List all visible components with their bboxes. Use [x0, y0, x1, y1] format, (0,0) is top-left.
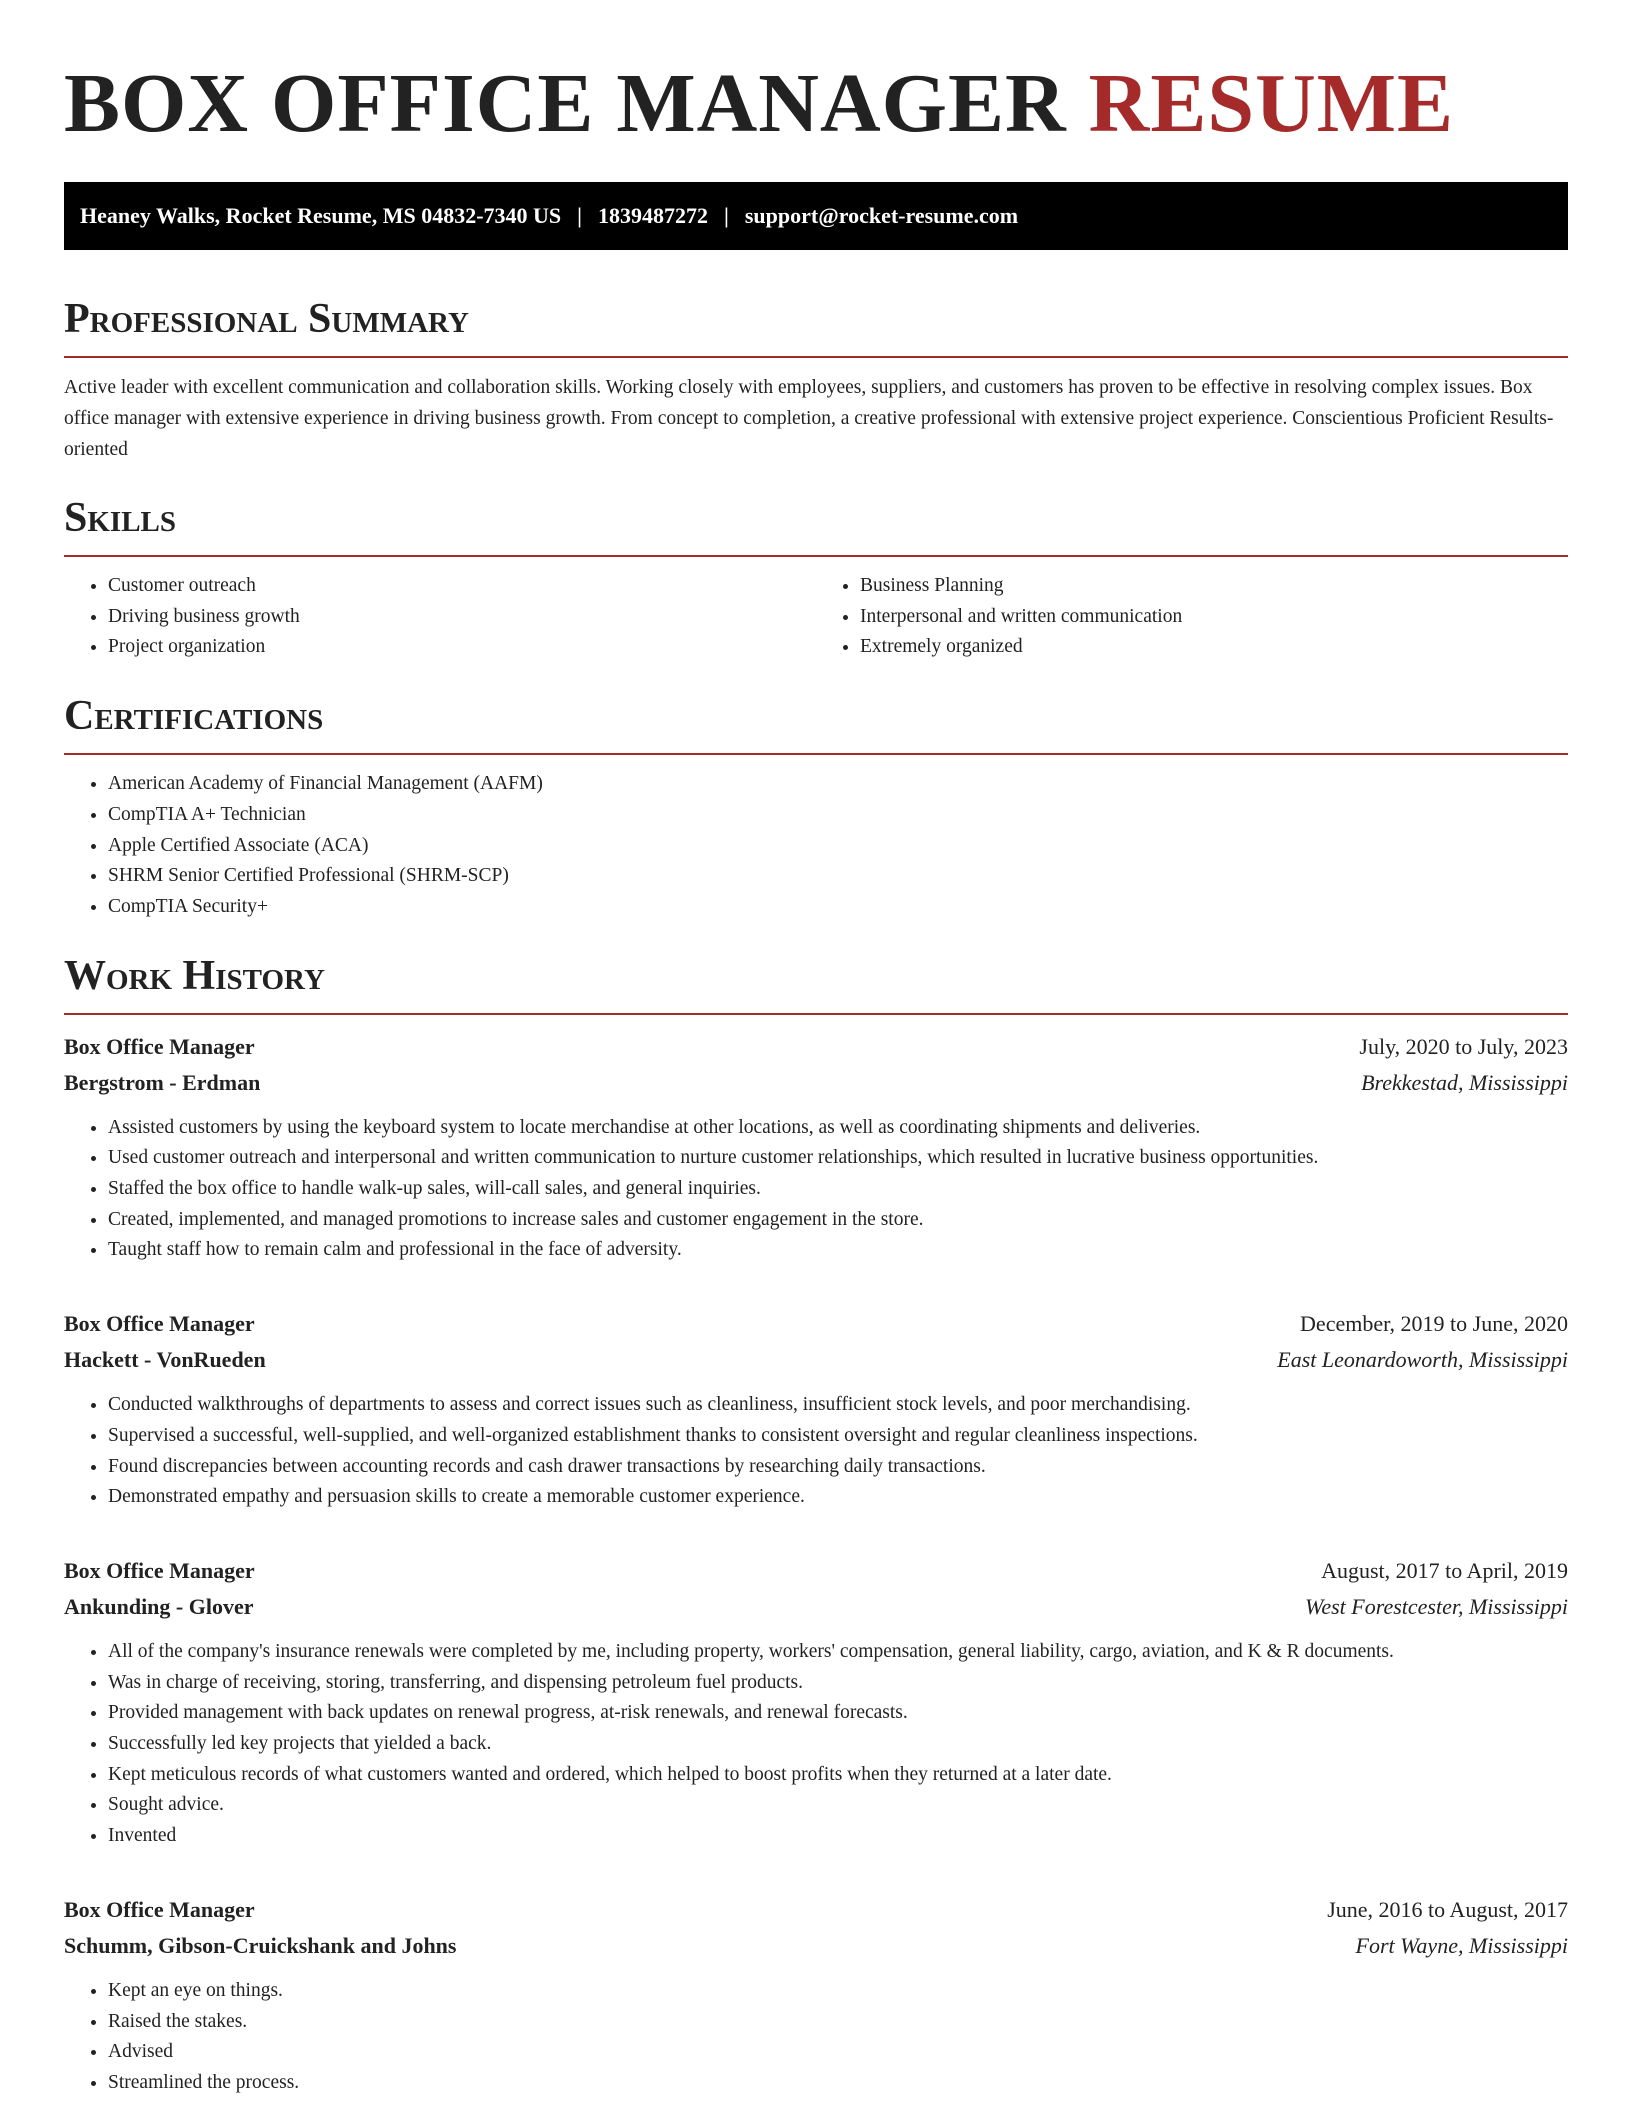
- job-location: Fort Wayne, Mississippi: [1355, 1932, 1568, 1958]
- job-bullets: [64, 1390, 1568, 1513]
- job-bullets: [64, 1637, 1568, 1852]
- job-bullet: • Advised: [108, 2037, 1568, 2068]
- skill-item: • Project organization: [108, 632, 816, 663]
- skills-list-left: [64, 571, 816, 663]
- skills-section: [64, 493, 1568, 663]
- job-company-row: [64, 1342, 1568, 1378]
- job-bullet: • All of the company's insurance renewals were completed by me, including property, workers' compensation, general liability, cargo, aviation, and K & R documents.: [108, 1637, 1568, 1668]
- job-bullets: [64, 1113, 1568, 1267]
- contact-separator: |: [577, 203, 583, 228]
- job-company: Hackett - VonRueden: [64, 1347, 266, 1373]
- job-header-row: [64, 1892, 1568, 1928]
- job-dates: July, 2020 to July, 2023: [1359, 1033, 1568, 1059]
- certification-item: • CompTIA Security+: [108, 892, 1568, 923]
- job-dates: August, 2017 to April, 2019: [1321, 1557, 1568, 1583]
- job-bullet: • Created, implemented, and managed promotions to increase sales and customer engagement in the store.: [108, 1205, 1568, 1236]
- job-bullet: • Conducted walkthroughs of departments to assess and correct issues such as cleanliness, insufficient stock levels, and poor merchandising.: [108, 1390, 1568, 1421]
- certifications-list: [64, 769, 1568, 923]
- job-bullet: • Sought advice.: [108, 1790, 1568, 1821]
- job-bullet: • Supervised a successful, well-supplied, and well-organized establishment thanks to consistent oversight and regular cleanliness inspections.: [108, 1421, 1568, 1452]
- certification-item: • Apple Certified Associate (ACA): [108, 831, 1568, 862]
- job-entry: [64, 1892, 1568, 2099]
- section-heading-certifications: Certifications: [64, 691, 1568, 755]
- job-company: Bergstrom - Erdman: [64, 1069, 261, 1095]
- skill-item: • Extremely organized: [860, 632, 1568, 663]
- job-location: West Forestcester, Mississippi: [1305, 1593, 1568, 1619]
- job-bullet: • Staffed the box office to handle walk-up sales, will-call sales, and general inquiries.: [108, 1174, 1568, 1205]
- contact-phone: 1839487272: [598, 203, 709, 228]
- job-title: Box Office Manager: [64, 1896, 255, 1922]
- job-header-row: [64, 1553, 1568, 1589]
- title-accent: RESUME: [1088, 57, 1455, 150]
- job-bullet: • Successfully led key projects that yielded a back.: [108, 1729, 1568, 1760]
- job-dates: December, 2019 to June, 2020: [1300, 1311, 1568, 1337]
- job-entry: [64, 1306, 1568, 1513]
- job-bullet: • Kept an eye on things.: [108, 1976, 1568, 2007]
- job-company-row: [64, 1928, 1568, 1964]
- job-bullet: • Taught staff how to remain calm and professional in the face of adversity.: [108, 1235, 1568, 1266]
- section-heading-work-history: Work History: [64, 951, 1568, 1015]
- certifications-section: [64, 691, 1568, 923]
- job-entry: [64, 1553, 1568, 1852]
- job-bullet: • Used customer outreach and interpersonal and written communication to nurture customer relationships, which resulted in lucrative business opportunities.: [108, 1143, 1568, 1174]
- section-heading-summary: Professional Summary: [64, 294, 1568, 358]
- skills-grid: [64, 571, 1568, 663]
- contact-bar: [64, 182, 1568, 250]
- skill-item: • Driving business growth: [108, 602, 816, 633]
- job-dates: June, 2016 to August, 2017: [1327, 1896, 1568, 1922]
- job-entry: [64, 1029, 1568, 1267]
- skill-item: • Customer outreach: [108, 571, 816, 602]
- job-header-row: [64, 1029, 1568, 1065]
- skill-item: • Business Planning: [860, 571, 1568, 602]
- work-history-section: [64, 951, 1568, 2099]
- job-bullet: • Was in charge of receiving, storing, transferring, and dispensing petroleum fuel products.: [108, 1668, 1568, 1699]
- skills-list-right: [816, 571, 1568, 663]
- contact-email: support@rocket-resume.com: [744, 203, 1019, 228]
- job-company: Ankunding - Glover: [64, 1593, 254, 1619]
- job-title: Box Office Manager: [64, 1311, 255, 1337]
- summary-text: Active leader with excellent communication and collaboration skills. Working closely with employees, suppliers, and customers has proven to be effective in resolving complex issues. Box office manager with extensive experience in driving business growth. From concept to completion, a creative professional with extensive project experience. Conscientious Proficient Results-oriented: [64, 377, 1554, 460]
- job-bullet: • Streamlined the process.: [108, 2068, 1568, 2099]
- certification-item: • American Academy of Financial Management (AAFM): [108, 769, 1568, 800]
- professional-summary-section: [64, 294, 1568, 465]
- job-company-row: [64, 1065, 1568, 1101]
- job-location: East Leonardoworth, Mississippi: [1277, 1347, 1568, 1373]
- job-bullet: • Found discrepancies between accounting records and cash drawer transactions by researching daily transactions.: [108, 1452, 1568, 1483]
- job-header-row: [64, 1306, 1568, 1342]
- job-company: Schumm, Gibson-Cruickshank and Johns: [64, 1932, 457, 1958]
- job-company-row: [64, 1589, 1568, 1625]
- job-bullet: • Provided management with back updates on renewal progress, at-risk renewals, and renewal forecasts.: [108, 1698, 1568, 1729]
- job-title: Box Office Manager: [64, 1557, 255, 1583]
- contact-separator: |: [724, 203, 729, 228]
- certification-item: • SHRM Senior Certified Professional (SHRM-SCP): [108, 861, 1568, 892]
- section-heading-skills: Skills: [64, 493, 1568, 557]
- job-bullet: • Demonstrated empathy and persuasion skills to create a memorable customer experience.: [108, 1482, 1568, 1513]
- job-title: Box Office Manager: [64, 1033, 255, 1059]
- job-location: Brekkestad, Mississippi: [1361, 1069, 1568, 1095]
- certification-item: • CompTIA A+ Technician: [108, 800, 1568, 831]
- title-main: BOX OFFICE MANAGER: [64, 57, 1067, 150]
- skill-item: • Interpersonal and written communication: [860, 602, 1568, 633]
- job-bullet: • Kept meticulous records of what customers wanted and ordered, which helped to boost profits when they returned at a later date.: [108, 1760, 1568, 1791]
- contact-address: Heaney Walks, Rocket Resume, MS 04832-7340 US: [80, 203, 562, 228]
- resume-title: [64, 0, 1568, 152]
- job-bullets: [64, 1976, 1568, 2099]
- job-bullet: • Assisted customers by using the keyboard system to locate merchandise at other locations, as well as coordinating shipments and deliveries.: [108, 1113, 1568, 1144]
- job-bullet: • Invented: [108, 1821, 1568, 1852]
- job-bullet: • Raised the stakes.: [108, 2007, 1568, 2038]
